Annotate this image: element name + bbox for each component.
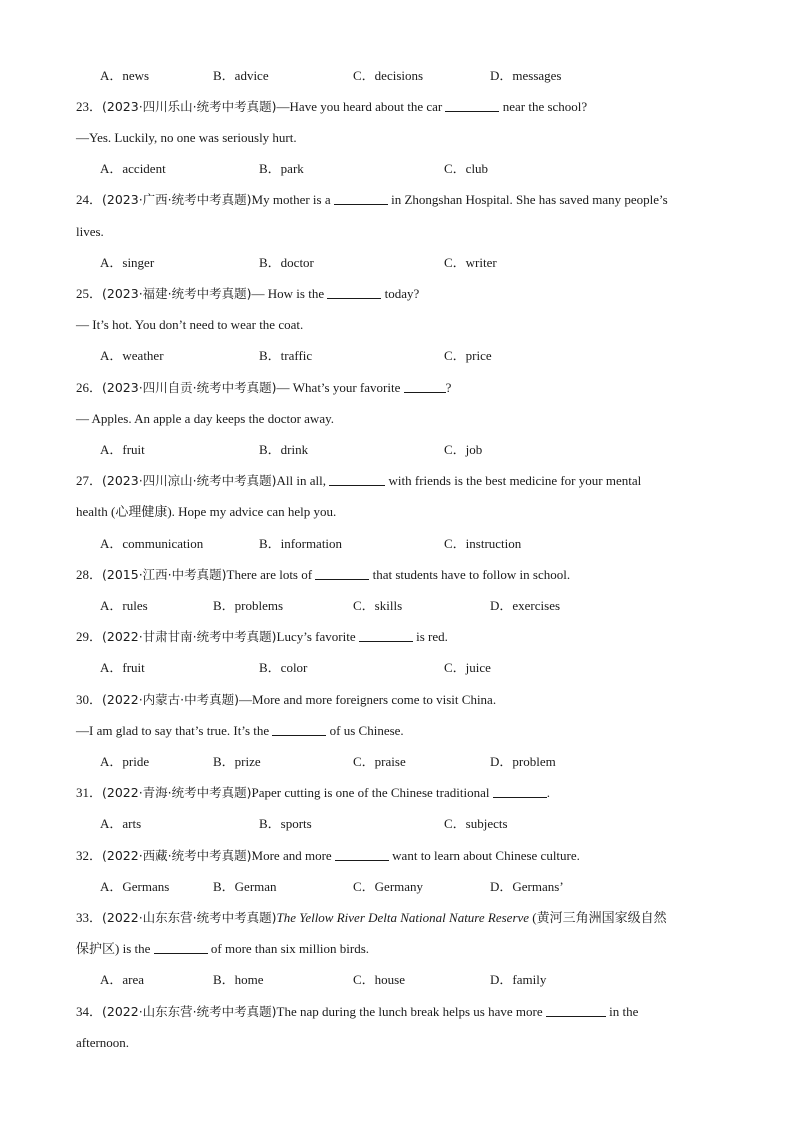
question-34-line2: afternoon. <box>76 1035 130 1050</box>
option-a: A．fruit <box>100 442 145 457</box>
question-number: 33． <box>76 910 103 925</box>
question-source: (2015·江西·中考真题) <box>102 567 227 582</box>
question-text: There are lots of <box>226 567 313 582</box>
question-text-end: . <box>546 785 550 800</box>
question-number: 26． <box>76 380 103 395</box>
option-b: B．advice <box>213 68 269 83</box>
question-33 <box>76 910 667 926</box>
option-a: A．singer <box>100 255 155 270</box>
question-24-line2: lives. <box>76 224 104 239</box>
question-text: —More and more foreigners come to visit China. <box>239 692 497 707</box>
question-number: 28． <box>76 567 103 582</box>
answer-blank[interactable] <box>329 473 385 486</box>
question-number: 34． <box>76 1004 103 1019</box>
answer-blank[interactable] <box>546 1004 606 1017</box>
option-d: D．messages <box>490 68 562 83</box>
question-32 <box>76 848 580 864</box>
option-c: C．club <box>444 161 489 176</box>
answer-blank[interactable] <box>445 99 499 112</box>
question-text-end: want to learn about Chinese culture. <box>392 848 580 863</box>
question-text: Lucy’s favorite <box>276 629 356 644</box>
question-number: 30． <box>76 692 103 707</box>
option-a: A．weather <box>100 348 164 363</box>
question-source: (2023·四川凉山·统考中考真题) <box>102 473 277 488</box>
answer-blank[interactable] <box>154 941 208 954</box>
option-c: C．decisions <box>353 68 424 83</box>
option-a: A．arts <box>100 816 142 831</box>
option-a: A．news <box>100 68 150 83</box>
question-source: (2022·青海·统考中考真题) <box>102 785 252 800</box>
option-a: A．communication <box>100 536 204 551</box>
question-text: All in all, <box>276 473 326 488</box>
option-a: A．accident <box>100 161 166 176</box>
option-c: C．Germany <box>353 879 424 894</box>
option-b: B．traffic <box>259 348 313 363</box>
option-a: A．area <box>100 972 145 987</box>
question-source: (2023·四川自贡·统考中考真题) <box>102 380 277 395</box>
option-b: B．problems <box>213 598 284 613</box>
option-b: B．sports <box>259 816 312 831</box>
question-27 <box>76 473 641 489</box>
question-text: (黄河三角洲国家级自然 <box>532 910 667 925</box>
option-c: C．house <box>353 972 406 987</box>
option-a: A．pride <box>100 754 150 769</box>
question-text-end: today? <box>384 286 420 301</box>
question-text: —Have you heard about the car <box>276 99 443 114</box>
question-text: — How is the <box>251 286 325 301</box>
option-b: B．prize <box>213 754 261 769</box>
option-c: C．instruction <box>444 536 522 551</box>
question-number: 32． <box>76 848 103 863</box>
question-text-end: that students have to follow in school. <box>372 567 571 582</box>
answer-blank[interactable] <box>335 848 389 861</box>
answer-blank[interactable] <box>404 380 446 393</box>
option-d: D．Germans’ <box>490 879 564 894</box>
question-23 <box>76 99 587 115</box>
answer-blank[interactable] <box>272 723 326 736</box>
option-b: B．home <box>213 972 264 987</box>
question-source: (2022·内蒙古·中考真题) <box>102 692 240 707</box>
question-27-line2: health (心理健康). Hope my advice can help you. <box>76 504 337 519</box>
question-text-end: in the <box>609 1004 639 1019</box>
option-a: A．fruit <box>100 660 145 675</box>
option-c: C．subjects <box>444 816 508 831</box>
question-text-end: is red. <box>416 629 448 644</box>
question-33-line2 <box>76 941 369 957</box>
question-number: 25． <box>76 286 103 301</box>
option-d: D．problem <box>490 754 556 769</box>
option-b: B．drink <box>259 442 309 457</box>
option-b: B．German <box>213 879 277 894</box>
question-text-end: near the school? <box>502 99 588 114</box>
question-text: More and more <box>251 848 332 863</box>
option-a: A．Germans <box>100 879 170 894</box>
question-source: (2022·山东东营·统考中考真题) <box>102 910 277 925</box>
question-31 <box>76 785 550 801</box>
question-26 <box>76 380 451 396</box>
question-26-line2: — Apples. An apple a day keeps the doctor away. <box>76 411 335 426</box>
question-text: — What’s your favorite <box>276 380 401 395</box>
option-b: B．color <box>259 660 308 675</box>
option-a: A．rules <box>100 598 148 613</box>
question-text: 保护区) is the <box>76 941 151 956</box>
question-number: 31． <box>76 785 103 800</box>
option-b: B．park <box>259 161 304 176</box>
question-text: My mother is a <box>251 192 331 207</box>
question-28 <box>76 567 570 583</box>
answer-blank[interactable] <box>327 286 381 299</box>
question-source: (2022·西藏·统考中考真题) <box>102 848 252 863</box>
option-c: C．praise <box>353 754 406 769</box>
question-source: (2022·甘肃甘南·统考中考真题) <box>102 629 277 644</box>
question-number: 23． <box>76 99 103 114</box>
answer-blank[interactable] <box>315 567 369 580</box>
question-number: 24． <box>76 192 103 207</box>
option-c: C．skills <box>353 598 403 613</box>
question-source: (2023·四川乐山·统考中考真题) <box>102 99 277 114</box>
question-text-end: ? <box>445 380 452 395</box>
question-text-end: in Zhongshan Hospital. She has saved many people’s <box>391 192 668 207</box>
question-25 <box>76 286 419 302</box>
question-25-line2: — It’s hot. You don’t need to wear the coat. <box>76 317 304 332</box>
question-text-end: of more than six million birds. <box>210 941 370 956</box>
question-29 <box>76 629 448 645</box>
question-34 <box>76 1004 638 1020</box>
answer-blank[interactable] <box>493 785 547 798</box>
question-number: 27． <box>76 473 103 488</box>
option-c: C．job <box>444 442 483 457</box>
question-number: 29． <box>76 629 103 644</box>
question-23-line2: —Yes. Luckily, no one was seriously hurt. <box>76 130 297 145</box>
option-c: C．writer <box>444 255 497 270</box>
answer-blank[interactable] <box>359 629 413 642</box>
question-source: (2022·山东东营·统考中考真题) <box>102 1004 277 1019</box>
answer-blank[interactable] <box>334 192 388 205</box>
question-24 <box>76 192 668 208</box>
option-b: B．doctor <box>259 255 314 270</box>
question-text-end: of us Chinese. <box>329 723 404 738</box>
question-30-line2 <box>76 723 404 739</box>
option-d: D．exercises <box>490 598 561 613</box>
option-c: C．price <box>444 348 492 363</box>
question-text: The nap during the lunch break helps us have more <box>276 1004 543 1019</box>
question-text: Paper cutting is one of the Chinese traditional <box>251 785 490 800</box>
question-source: (2023·福建·统考中考真题) <box>102 286 252 301</box>
question-text-end: with friends is the best medicine for your mental <box>388 473 642 488</box>
option-d: D．family <box>490 972 547 987</box>
option-c: C．juice <box>444 660 491 675</box>
reserve-name: The Yellow River Delta National Nature Reserve <box>276 910 530 925</box>
question-30 <box>76 692 496 708</box>
question-source: (2023·广西·统考中考真题) <box>102 192 252 207</box>
option-b: B．information <box>259 536 343 551</box>
question-text: —I am glad to say that’s true. It’s the <box>76 723 270 738</box>
